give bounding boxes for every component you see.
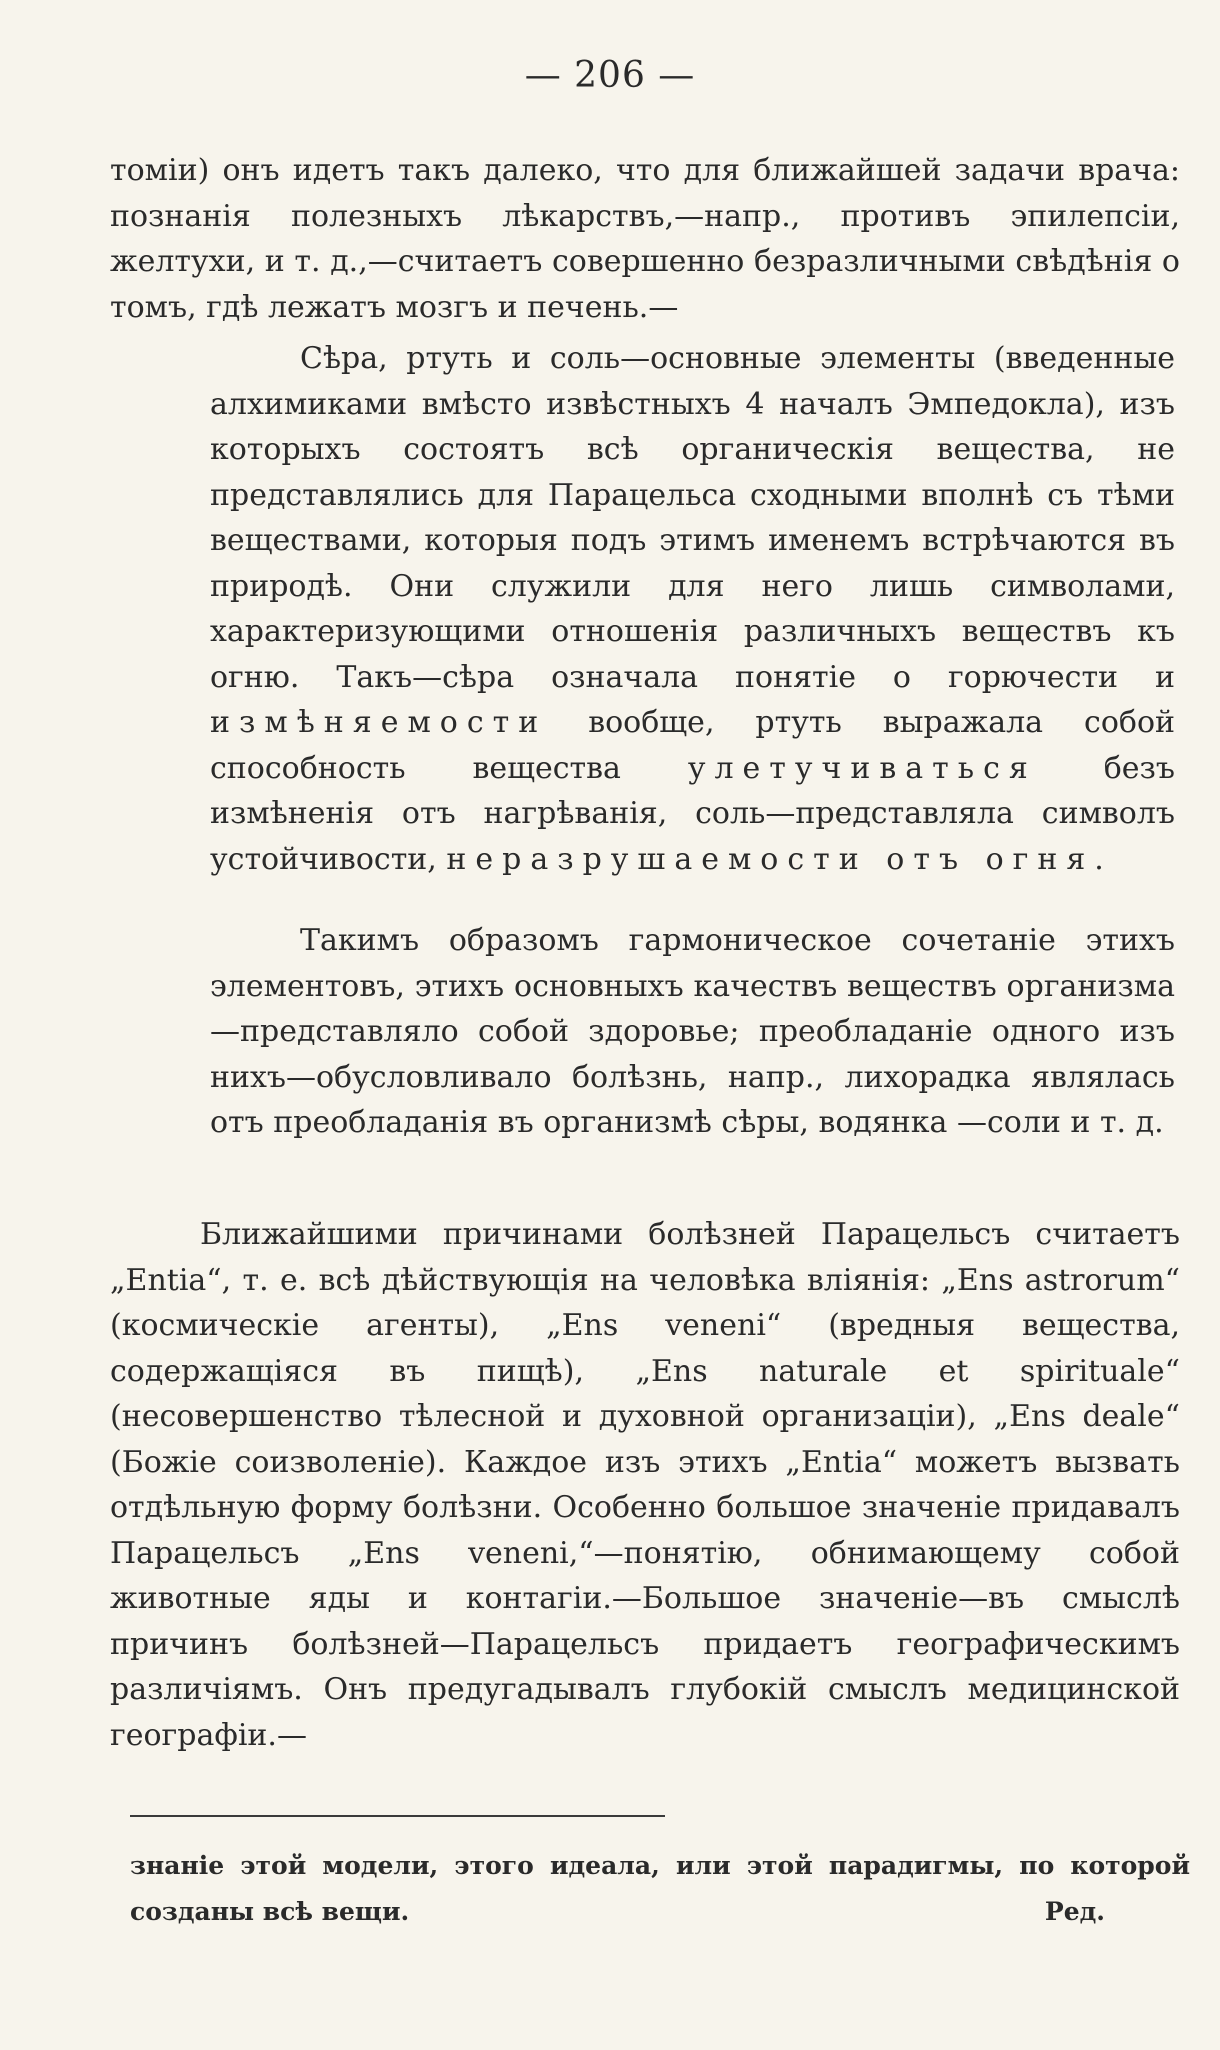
paragraph-harmony xyxy=(210,918,1175,1146)
paragraph-text: томіи) онъ идетъ такъ далеко, что для ближайшей задачи врача: познанія полезныхъ лѣкарствъ,—напр., противъ эпилепсіи, желтухи, и т. д.,—считаетъ совершенно безразличными свѣдѣнія о томъ, гдѣ лежатъ мозгъ и печень.— xyxy=(110,153,1180,325)
spaced-emphasis: улетучиваться xyxy=(687,750,1037,786)
spaced-emphasis: измѣняемости xyxy=(210,705,548,740)
footnote-text: знаніе этой модели, этого идеала, или этой парадигмы, по которой созданы всѣ вещи. xyxy=(130,1851,1190,1926)
paragraph-entia xyxy=(110,1212,1180,1758)
text-run: вообще, ртуть выражала собой способность вещества xyxy=(210,705,1175,786)
text-run: Сѣра, ртуть и соль—основные элементы (введенные алхимиками вмѣсто извѣстныхъ 4 началъ Эмпедокла), изъ которыхъ состоятъ всѣ органическія вещества, не представлялись для Парацельса сходными вполнѣ съ тѣми веществами, которыя подъ этимъ именемъ встрѣчаются въ природѣ. Они служили для него лишь символами, характеризующими отношенія различныхъ веществъ къ огню. Такъ—сѣра означала понятіе о горючести и xyxy=(210,341,1175,695)
paragraph-elements xyxy=(210,336,1175,882)
paragraph-text xyxy=(210,336,1175,882)
footnote-divider xyxy=(130,1815,665,1817)
footnote-editor-mark: Ред. xyxy=(1044,1897,1105,1926)
paragraph-text: Ближайшими причинами болѣзней Парацельсъ считаетъ „Entia“, т. е. всѣ дѣйствующія на человѣка вліянія: „Ens astrorum“ (космическіе агенты), „Ens veneni“ (вредныя вещества, содержащіяся въ пищѣ), „Ens naturale et spirituale“ (несовершенство тѣлесной и духовной организаціи), „Ens deale“ (Божіе соизволеніе). Каждое изъ этихъ „Entia“ можетъ вызвать отдѣльную форму болѣзни. Особенно большое значеніе придавалъ Парацельсъ „Ens veneni,“—понятію, обнимающему собой животные яды и контагіи.—Большое значеніе—въ смыслѣ причинъ болѣзней—Парацельсъ придаетъ географическимъ различіямъ. Онъ предугадывалъ глубокій смыслъ медицинской географіи.— xyxy=(110,1217,1180,1753)
page-number: — 206 — xyxy=(524,55,696,96)
paragraph-text: Такимъ образомъ гармоническое сочетаніе этихъ элементовъ, этихъ основныхъ качествъ веществъ организма—представляло собой здоровье; преобладаніе одного изъ нихъ—обусловливало болѣзнь, напр., лихорадка являлась отъ преобладанія въ организмѣ сѣры, водянка —соли и т. д. xyxy=(210,923,1175,1140)
spaced-emphasis: неразрушаемости отъ огня. xyxy=(446,841,1113,877)
paragraph-continuation xyxy=(110,148,1180,330)
text-run: безъ измѣненія отъ нагрѣванія, соль—представляла символъ устойчивости, xyxy=(210,750,1175,877)
footnote xyxy=(130,1843,1190,1935)
